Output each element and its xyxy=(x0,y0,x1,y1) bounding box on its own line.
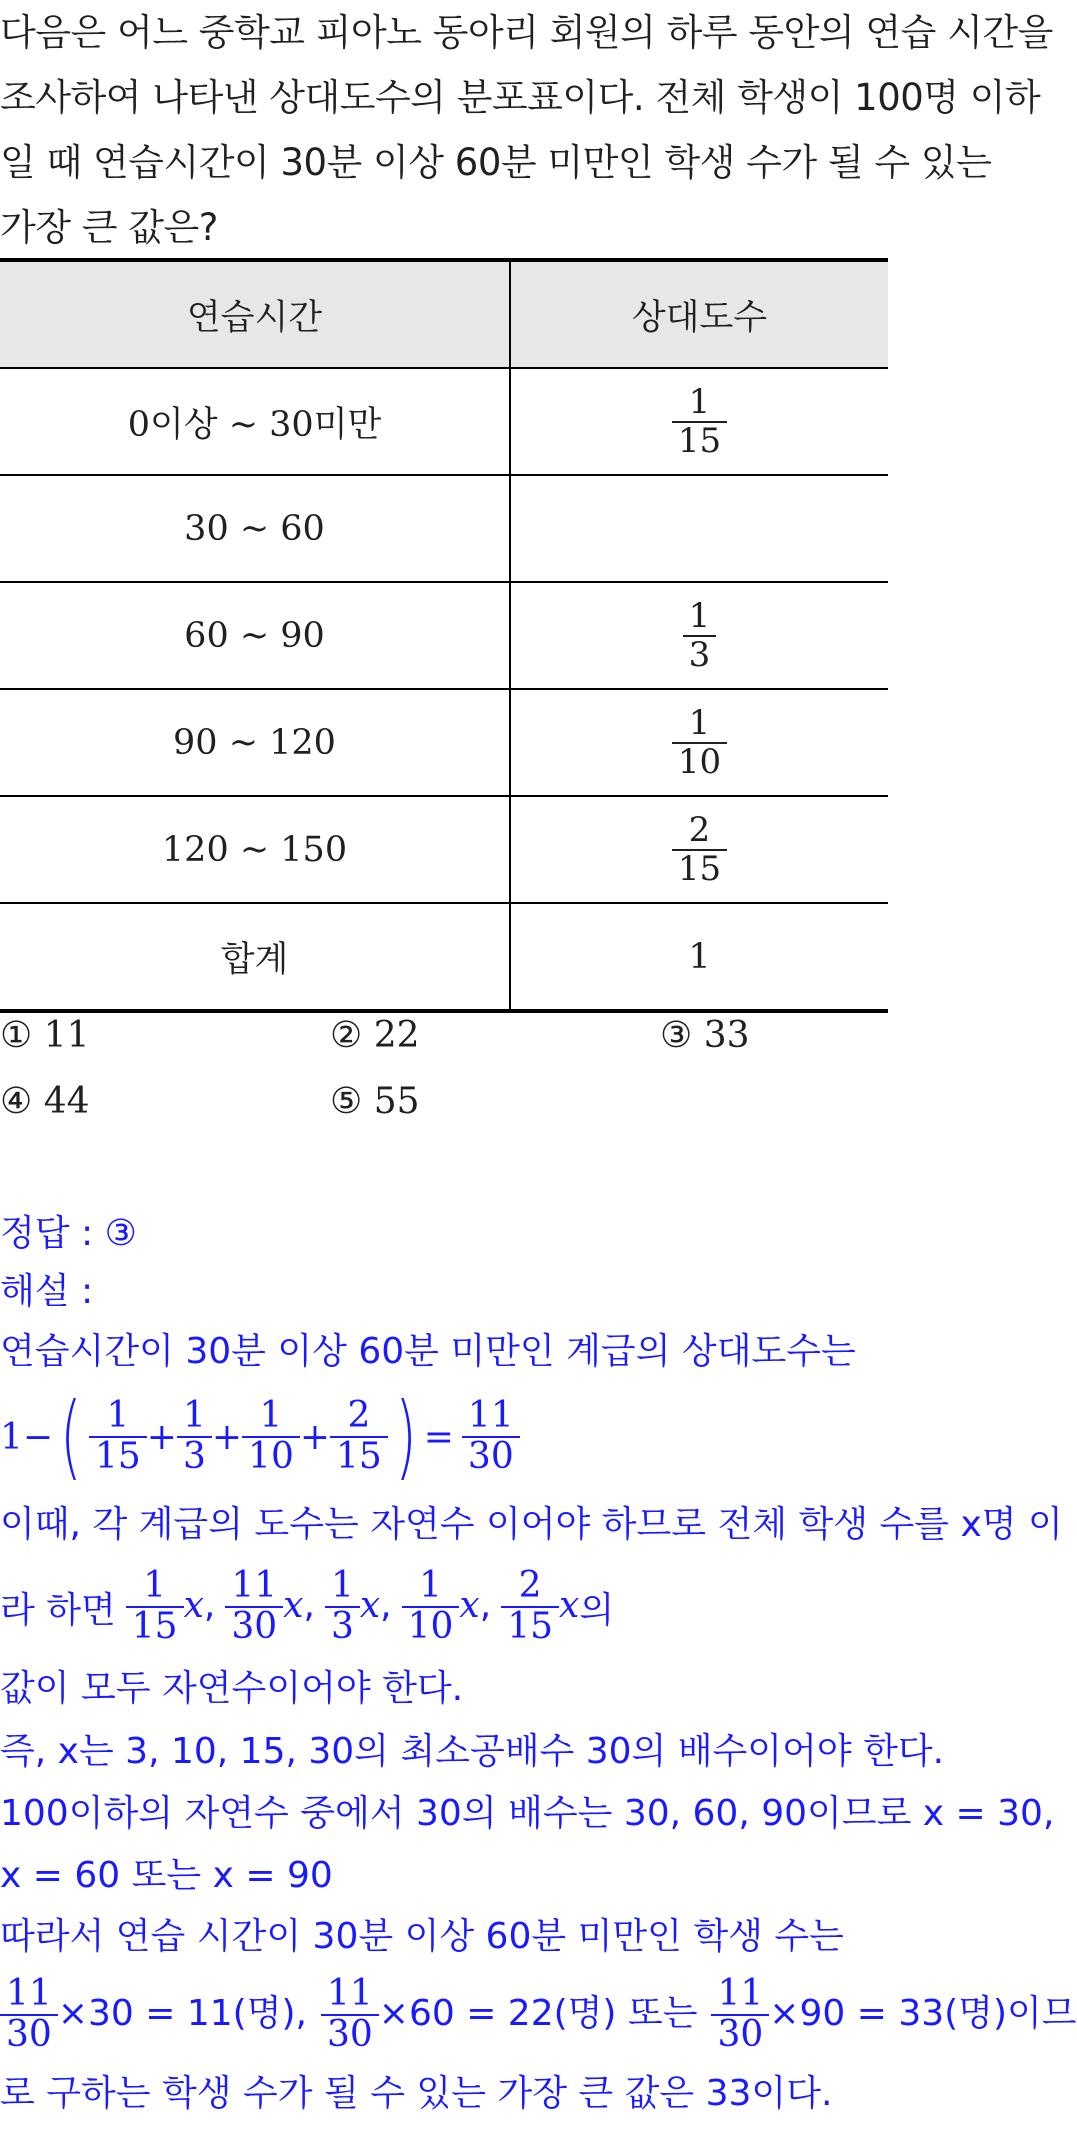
line3-term: $\frac{2}{15}$ x xyxy=(501,1567,579,1647)
fraction: $\frac{11}{30}$ xyxy=(711,1975,769,2055)
line3-term: $\frac{1}{15}$ x, xyxy=(126,1567,216,1647)
relative-frequency-cell xyxy=(510,689,888,796)
fraction: $\frac{1}{3}$ xyxy=(325,1567,360,1647)
line9-term: $\frac{11}{30}$ ×30 = 11(명), xyxy=(0,1975,307,2055)
eq-result-fraction: $\frac{11}{30}$ xyxy=(462,1397,520,1477)
eq-one: 1 xyxy=(0,1416,23,1458)
explanation-line-4: 값이 모두 자연수이어야 한다. xyxy=(0,1668,464,1709)
left-paren: ( xyxy=(60,1383,82,1490)
explanation-label: 해설 : xyxy=(0,1271,94,1312)
equation-relative-frequency: 1 − ( $\frac{1}{15}$ + $\frac{1}{3}$ + $\frac{1}{10}$ + $\frac{2}{15}$ ) = $\frac{11}{30}$ xyxy=(0,1381,993,1493)
practice-time-cell: 합계 xyxy=(0,903,510,1011)
fraction: $\frac{2}{15}$ xyxy=(672,812,727,887)
fraction: $\frac{1}{10}$ xyxy=(672,705,727,780)
relative-frequency-cell xyxy=(510,796,888,903)
table-row xyxy=(0,475,888,582)
line3-prefix: 라 하면 xyxy=(0,1589,116,1631)
fraction: $\frac{2}{15}$ xyxy=(501,1567,559,1647)
line3-term: $\frac{11}{30}$ x, xyxy=(225,1567,315,1647)
answer-explanation xyxy=(0,1205,1077,2125)
relative-frequency-cell xyxy=(510,475,888,582)
practice-time-cell: 30 ~ 60 xyxy=(0,475,510,582)
header-relative-frequency: 상대도수 xyxy=(510,260,888,368)
question-line-3: 일 때 연습시간이 30분 이상 60분 미만인 학생 수가 될 수 있는 xyxy=(0,141,992,184)
line9-term: $\frac{11}{30}$ ×90 = 33(명)이므 xyxy=(711,1975,1076,2055)
fraction: $\frac{11}{30}$ xyxy=(225,1567,283,1647)
explanation-line-8: 따라서 연습 시간이 30분 이상 60분 미만인 학생 수는 xyxy=(0,1916,844,1957)
fraction: $\frac{1}{15}$ xyxy=(672,384,727,459)
fraction: $\frac{1}{10}$ xyxy=(402,1567,460,1647)
eq-fraction-1: $\frac{1}{15}$ xyxy=(89,1397,147,1477)
explanation-line-6: 100이하의 자연수 중에서 30의 배수는 30, 60, 90이므로 x = 30, xyxy=(0,1793,1055,1834)
explanation-line-9 xyxy=(0,1967,1077,2063)
header-practice-time: 연습시간 xyxy=(0,260,510,368)
question-line-4: 가장 큰 값은? xyxy=(0,206,218,249)
eq-fraction-2: $\frac{1}{3}$ xyxy=(177,1397,212,1477)
line3-term: $\frac{1}{10}$ x, xyxy=(402,1567,492,1647)
fraction: $\frac{1}{15}$ xyxy=(126,1567,184,1647)
practice-time-cell: 90 ~ 120 xyxy=(0,689,510,796)
choice-5[interactable]: ⑤ 55 xyxy=(330,1081,420,1122)
choice-3[interactable]: ③ 33 xyxy=(660,1015,750,1056)
relative-frequency-cell xyxy=(510,903,888,1011)
choice-1[interactable]: ① 11 xyxy=(0,1015,90,1056)
eq-fraction-3: $\frac{1}{10}$ xyxy=(242,1397,300,1477)
practice-time-cell: 0이상 ~ 30미만 xyxy=(0,368,510,475)
eq-minus: − xyxy=(22,1416,54,1458)
table-row xyxy=(0,903,888,1011)
choices-row-2 xyxy=(0,1081,993,1147)
line3-term: $\frac{1}{3}$ x, xyxy=(325,1567,392,1647)
choice-4[interactable]: ④ 44 xyxy=(0,1081,90,1122)
relative-frequency-table xyxy=(0,258,888,1013)
right-paren: ) xyxy=(395,1383,417,1490)
explanation-line-1: 연습시간이 30분 이상 60분 미만인 계급의 상대도수는 xyxy=(0,1331,856,1372)
line9-term: $\frac{11}{30}$ ×60 = 22(명) 또는 xyxy=(321,1975,698,2055)
explanation-line-7: x = 60 또는 x = 90 xyxy=(0,1855,333,1896)
fraction: $\frac{1}{3}$ xyxy=(683,598,717,673)
practice-time-cell: 120 ~ 150 xyxy=(0,796,510,903)
choice-2[interactable]: ② 22 xyxy=(330,1015,420,1056)
practice-time-cell: 60 ~ 90 xyxy=(0,582,510,689)
fraction: $\frac{11}{30}$ xyxy=(321,1975,379,2055)
relative-frequency-cell xyxy=(510,368,888,475)
explanation-line-2: 이때, 각 계급의 도수는 자연수 이어야 하므로 전체 학생 수를 x명 이 xyxy=(0,1504,1063,1545)
table-row xyxy=(0,368,888,475)
table-row xyxy=(0,582,888,689)
table-row xyxy=(0,796,888,903)
question-line-1: 다음은 어느 중학교 피아노 동아리 회원의 하루 동안의 연습 시간을 xyxy=(0,11,1053,54)
line3-suffix: 의 xyxy=(579,1589,615,1631)
fraction: $\frac{11}{30}$ xyxy=(0,1975,58,2055)
table-header-row xyxy=(0,260,888,368)
answer-label: 정답 : ③ xyxy=(0,1213,137,1254)
table-row xyxy=(0,689,888,796)
question-line-2: 조사하여 나타낸 상대도수의 분포표이다. 전체 학생이 100명 이하 xyxy=(0,76,1041,119)
total-value: 1 xyxy=(688,936,711,977)
answer-choices xyxy=(0,1015,993,1147)
eq-fraction-4: $\frac{2}{15}$ xyxy=(330,1397,388,1477)
choices-row-1 xyxy=(0,1015,993,1081)
explanation-line-5: 즉, x는 3, 10, 15, 30의 최소공배수 30의 배수이어야 한다. xyxy=(0,1731,945,1772)
explanation-line-10: 로 구하는 학생 수가 될 수 있는 가장 큰 값은 33이다. xyxy=(0,2073,833,2114)
relative-frequency-cell xyxy=(510,582,888,689)
explanation-line-3 xyxy=(0,1557,993,1657)
question-text xyxy=(0,0,1053,260)
eq-equals: = xyxy=(423,1416,454,1458)
